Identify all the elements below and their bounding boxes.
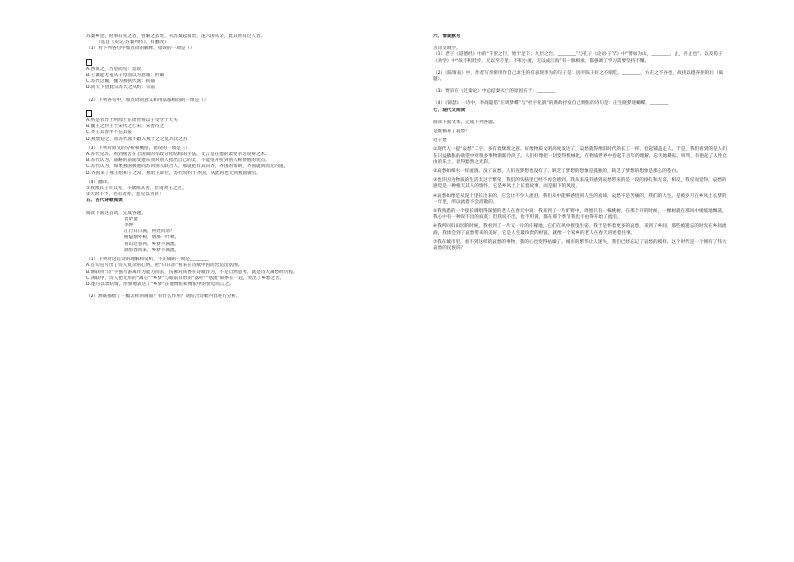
section-5-intro: 阅读下面这首词，完成各题。: [86, 210, 146, 216]
q1-option-d: D.而天下由此宗苏氏之从约：宗前: [86, 85, 156, 91]
q2-option-d: D.燕放迎之，而苏代派不敢入燕于之之乱苏氏之苏: [86, 136, 188, 142]
answer-box[interactable]: [86, 59, 92, 66]
q3-option-b: B.苏代认为，战略的前面受他东而对别人指出自己的太，不能望开听到别人称赞他的优点。: [86, 158, 270, 164]
fill-item-2: （2）《陈情表》中，作者写李密用作自己求生的有表现李为的句子是：因平陈王好之不喘吃。________，方正之不谷也，故找以德养拒的后（离题）。: [433, 70, 724, 83]
q4-item-1: ①我闻其王有其先，不欲闻其善，臣请劝王之过。: [86, 186, 187, 192]
essay-paragraph: ⑦我在城市里，看不到这样的哀愁的事物，我的心也变得枯燥了。城市的繁华让人迷失，我们已经忘记了哀愁的模样。这个时代是一个拥有了伟大哀愁的民族吗？: [433, 239, 727, 252]
q2-option-a: A.所是者异于所闻于东周皆将以子受令于天失: [86, 118, 178, 124]
q2-option-b: B.魏王之封王于宋代之亡宋，宋善待之: [86, 124, 165, 130]
poem-line: 青山过客到，乡梦不满流。: [124, 241, 180, 247]
q5-option-b: B.颔联用“诗”字描写游离作为能力而去，伤佛对真香在诗歌作为，不是自然思考，就是诗人离愁经历程。: [86, 269, 298, 275]
q5-option-c: C.颈联中，诗人把无形的“离心”“乡梦”与眼前有形的“落叶”“寒流”联系在一起，突出了乡愁之苦。: [86, 275, 285, 281]
section-6-intro: 古诗文填空。: [433, 46, 461, 52]
question-3-title: （3）下列对原文的分析和概括，错误的一项是（）: [86, 145, 190, 151]
fill-item-1: （1）老子《道德经》中的“千里之行，始于足下；九层之台，________”与孔子《论语·子罕》中“譬如为山，________，止，吾止也”，以及荀子《劝学》中“故不积跬步，无以至千里；不积小流，无以成江海”有一脉相承，都强调了学习需要坚持不懈。: [433, 52, 723, 64]
q2-option-c: C.齐王其春平不信其报: [86, 130, 133, 136]
essay-author: 迟子建: [433, 138, 447, 144]
essay-paragraph: ①现代人一提“哀愁”二字，多有着颓废之意。好像物质文明高度发达了，哀愁就得像旧时代的长工一样，卷起铺盖走人。于是，我们看到的是人们在日益膨胀的欲望中对很多事物渐渐冷淡了。人们好像把一切变得机械化，在物质世界中卷起千百年的理解，忘失地耕耘、叫骂，有抱起了人性自由的乐土，显得黯然之光彩。: [433, 147, 728, 165]
fill-item-3: （3）贾谊在《过秦论》中总结秦灭亡的原因在于：________: [433, 89, 556, 95]
q1-option-a: A.西说之，乃望而见：息说: [86, 66, 142, 72]
fill-item-4: （4）《锦瑟》一诗中，李商隐借“庄周梦蝶”与“杜宇化鹃”的典故抒发自己惆怅的诗句是：庄生晓梦迷蝴蝶，________: [433, 101, 669, 107]
question-4-title: （4）翻译。: [86, 179, 112, 185]
section-5-title: 五、古代诗歌阅读: [86, 198, 123, 204]
section-7-intro: 阅读下面文本，完成下列各题。: [433, 119, 498, 125]
poem-author: 李坤: [124, 223, 134, 229]
poem-title: 菩萨蛮: [124, 216, 138, 222]
q3-option-a: A.苏代见苏，看到燕苦在七国间的军政分化结构的手法，文言是在他的肃变争习说辩之术。: [86, 152, 270, 158]
passage-tail: 苏秦乡里，时事有先之者，曾解之去处。夫苏秦起富贵，遂六国从亲，此其智有过人者。: [86, 34, 266, 39]
essay-paragraph: ②哀愁如细水一样流淌。没了哀愁，人们连梦想也没有了。缺乏了梦想的想象是孤独的，缺乏了梦想的想象是那么的苍白。: [433, 169, 681, 175]
essay-paragraph: ④哀愁如像是从泥土里长出来的，它会让不少人流泪，我们从中能够感悟到人生的真谛，哀愁不是苦痛的，我们的人生，是被岁月在乡风土长梦的一年里，所以流着不会消散的。: [433, 193, 727, 205]
q4-item-2: ②天时不予，名有者亦，恶见以为甚！: [86, 192, 164, 198]
q1-option-b: B.王诚能无羞从子母而以为意诚：约确: [86, 73, 165, 79]
q3-option-c: C.苏代认为，如果燕国被他问苏何别人联合人，那就把有其向齐，齐国的帮助，齐国就回而无内阻。: [86, 164, 289, 170]
answer-box[interactable]: [86, 110, 92, 117]
question-5-1: （1）下列对这首诗的理解和赏析，不正确的一项是________: [86, 257, 209, 263]
q5-option-a: A.首句直写出了诗人复杂的心情，把“日日添”看来在诗歌中因而营造出氛围。: [86, 263, 243, 269]
q5-option-d: D.尾句以景结情，形象地表达了“乡梦”在他惆怅和惆怅中的警觉而言之。: [86, 281, 234, 287]
q1-option-c: C.苏代过魏，魏为燕执代孰：拘捕: [86, 79, 155, 85]
question-5-2: （2）颔联描绘了一幅怎样的画面？有什么作用？请结合诗歌内容进行分析。: [86, 294, 241, 300]
poem-line: 树隐烟外树，明那一叶秋。: [124, 235, 180, 241]
section-6-title: 六、情景默写: [433, 34, 461, 39]
essay-paragraph: ⑤我熟悉的一个接长调唱得深情的老人在春天中说：我来到了一片旷野中，周围只有一株桃树，在那个开的时候，一棵树就在那风中缓缓地飘荡，我心中有一种说不出的寂寞；但我说不出，也不用说，都在那个季节我也不由得开始了流泪。: [433, 209, 727, 221]
section-7-title: 七、现代文阅读: [433, 107, 466, 113]
right-page: [397, 0, 794, 562]
right-column: [433, 34, 731, 556]
question-1-title: （1）对下列各句中加点词的解释，错误的一项是（）: [86, 46, 195, 52]
essay-title: 是谁掘来了哀愁？: [433, 129, 470, 135]
poem-line: 酒带春风来，乡梦不满流。: [124, 247, 180, 253]
q3-option-d: D.齐国来了燕王给和子之常，燕哈王即位，苏代说约于齐国，从此再也无到燕国做官。: [86, 170, 261, 176]
left-column: [86, 34, 378, 556]
essay-paragraph: ⑥我所回归田园的时候，我看到了一片又一片的庄稼地，它们在风中摇曳生姿。我于是怀着更多的哀愁，来到了乡间，那些被遗忘的时光在乡间流淌，我体会到了哀愁带来的美好，它是人生最珍贵的财富，就像一个家乡的老人在春天讲述着往事。: [433, 224, 727, 236]
poem-line: 江行日日满，何处问清？: [124, 229, 175, 235]
source-note: （选自《史记·苏秦列传》，有删改）: [96, 40, 169, 46]
essay-paragraph: ③也许因为物质的生活太过于繁荣，我们的头脑里已经不再会感到。我从来没有感到哀愁带来的是一段的挣扎和无奈，相反，我反而觉得，哀愁的感觉是一种根天其人的情怀，它是乡风土上长着故事，而是眼下的风度。: [433, 178, 727, 190]
question-2-title: （2）下列各句中，加点词的意义和用法都相同的一组是（）: [86, 97, 209, 103]
